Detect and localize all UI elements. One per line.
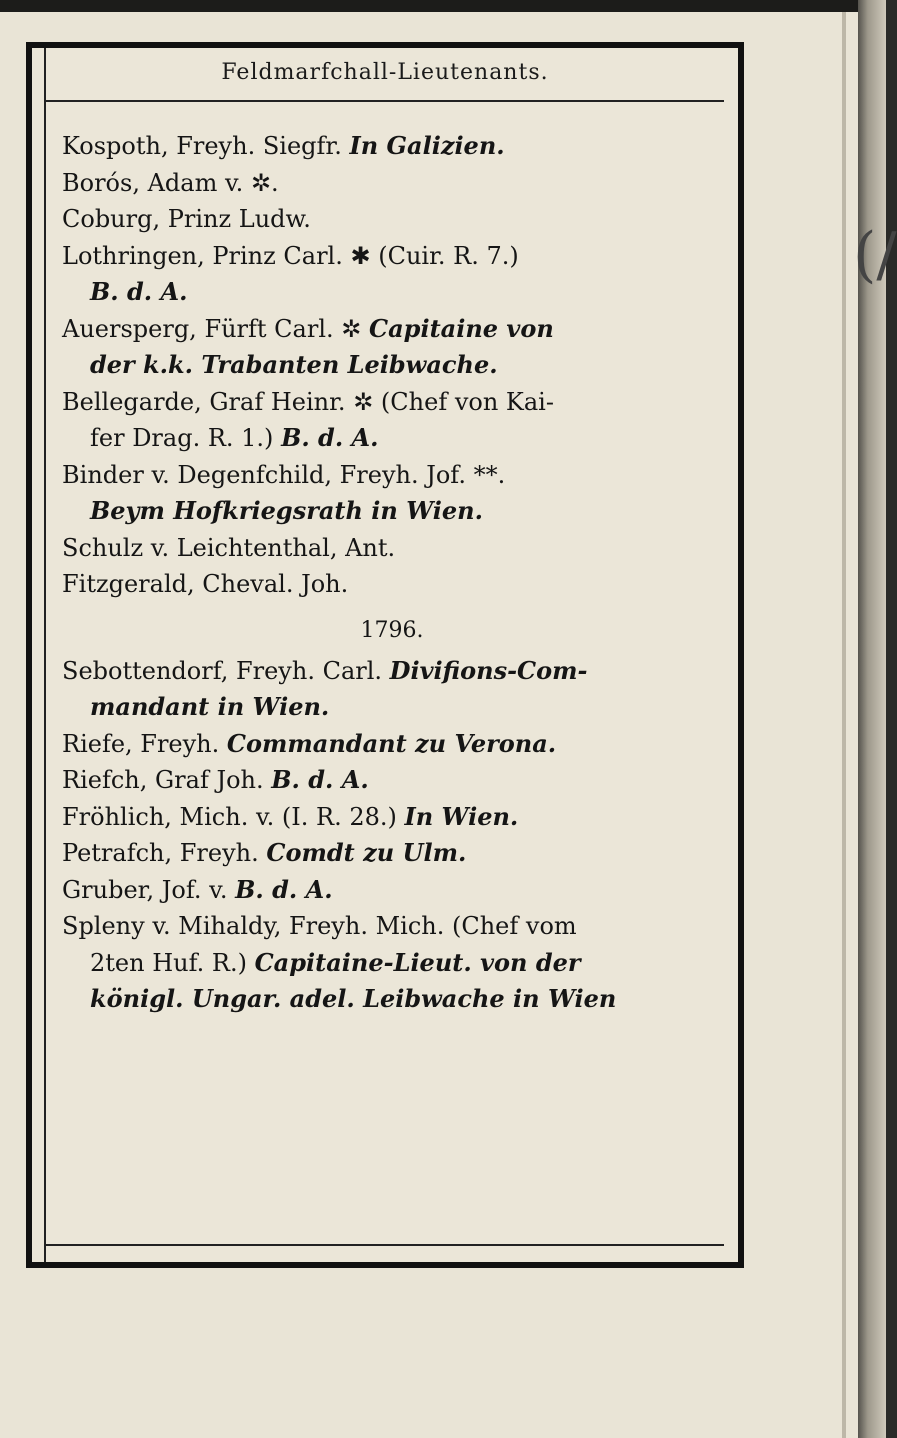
list-entry: Binder v. Degenfchild, Freyh. Jof. **. Beym Hofkriegsrath in Wien. bbox=[62, 460, 506, 525]
list-entry: Fitzgerald, Cheval. Joh. bbox=[62, 570, 349, 598]
list-entry: Petrafch, Freyh. Comdt zu Ulm. bbox=[62, 838, 467, 867]
list-entry: Kospoth, Freyh. Siegfr. In Galizien. bbox=[62, 131, 505, 160]
list-entry: Schulz v. Leichtenthal, Ant. bbox=[62, 533, 396, 562]
list-entry: Riefe, Freyh. Commandant zu Verona. bbox=[62, 728, 557, 758]
list-entry: Auersperg, Fürft Carl. ✲ Capitaine von der k.k. Trabanten Leibwache. bbox=[62, 313, 554, 379]
frame-inner-line bbox=[44, 48, 46, 1262]
list-entry: Lothringen, Prinz Carl. ✱ (Cuir. R. 7.) B. d. A. bbox=[62, 241, 519, 306]
page-heading: Feldmarfchall-Lieutenants. bbox=[221, 60, 549, 85]
adjacent-page-edge bbox=[858, 0, 886, 1438]
year-heading: 1796. bbox=[360, 617, 424, 643]
scan-top-edge bbox=[0, 0, 886, 12]
list-frame bbox=[26, 42, 744, 1268]
adjacent-page-mark: (/ bbox=[853, 220, 897, 290]
list-entry: Bellegarde, Graf Heinr. ✲ (Chef von Kai- fer Drag. R. 1.) B. d. A. bbox=[62, 387, 554, 452]
list-entry: Borós, Adam v. ✲. bbox=[62, 168, 279, 197]
list-entry: Gruber, Jof. v. B. d. A. bbox=[62, 874, 333, 904]
list-entry: Coburg, Prinz Ludw. bbox=[62, 205, 311, 233]
list-entry: Fröhlich, Mich. v. (I. R. 28.) In Wien. bbox=[62, 801, 519, 831]
bottom-rule bbox=[44, 1244, 724, 1246]
list-entry: Riefch, Graf Joh. B. d. A. bbox=[62, 765, 369, 794]
list-entry: Sebottendorf, Freyh. Carl. Divifions-Com- mandant in Wien. bbox=[62, 655, 588, 721]
heading-rule bbox=[44, 100, 724, 102]
officer-list bbox=[62, 128, 722, 1018]
page-fold bbox=[842, 12, 846, 1438]
list-entry: Spleny v. Mihaldy, Freyh. Mich. (Chef vom 2ten Huf. R.) Capitaine-Lieut. von der königl. Ungar. adel. Leibwache in Wien bbox=[62, 912, 617, 1013]
